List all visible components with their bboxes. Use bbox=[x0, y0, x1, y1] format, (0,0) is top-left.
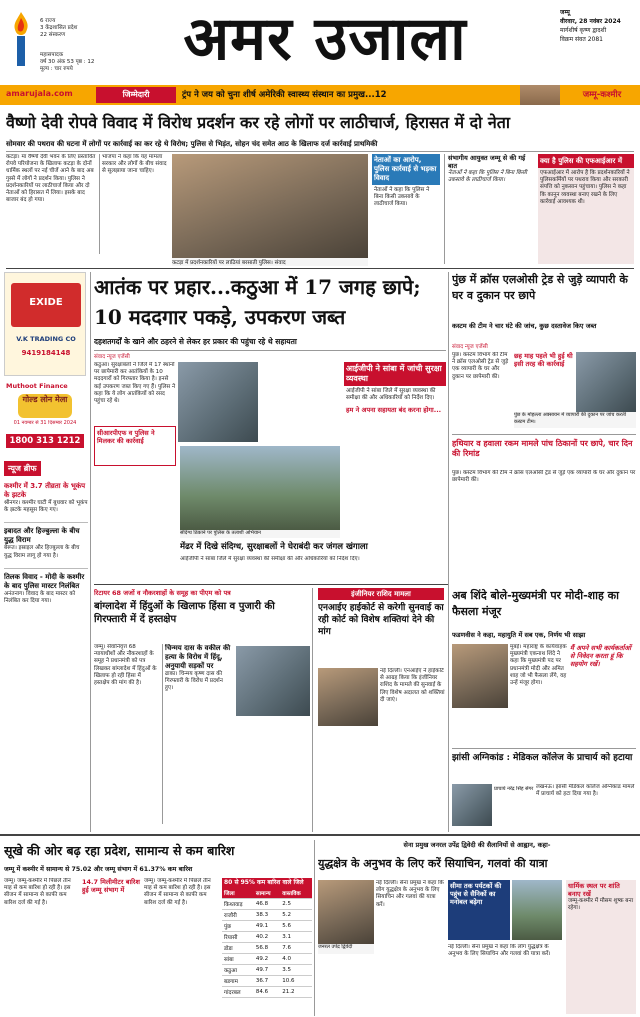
cell: कठुआ bbox=[222, 965, 254, 976]
maharashtra-body: मुंबई। महाराष्ट्र के कार्यवाहक मुख्यमंत्री एकनाथ शिंदे ने कहा कि मुख्यमंत्री पद पर प्रधानमंत्री मोदी और अमित शाह जो भी फैसला लेंगे, वह उन्हें मंजूर होगा। bbox=[510, 644, 567, 687]
maharashtra-quote: मैं अपने सभी कार्यकर्ताओं से निवेदन करता हूं कि सहयोग रखें। bbox=[570, 644, 632, 668]
battery-icon bbox=[11, 283, 81, 327]
table-row bbox=[222, 899, 312, 910]
cell: 4.0 bbox=[280, 954, 312, 965]
bangladesh-body: जम्मू। सेवानिवृत्त 68 न्यायाधीशों और नौकरशाहों के समूह ने प्रधानमंत्री को पत्र लिखकर बांग्लादेश में हिंदुओं के खिलाफ हो रही हिंसा में हस्तक्षेप की मांग की है। bbox=[94, 644, 157, 687]
rashid-photo bbox=[318, 668, 378, 726]
drought-body-2: जम्मू। जम्मू-कश्मीर में पिछले तीन माह से कम बारिश हो रही है। इस सीजन में सामान्य से काफी कम बारिश दर्ज की गई है। bbox=[144, 878, 211, 906]
bangladesh-box-body: ढाका। चिन्मय कृष्ण दास की गिरफ्तारी के विरोध में प्रदर्शन हुए। bbox=[165, 671, 223, 692]
cell: 5.2 bbox=[280, 910, 312, 921]
poonch-subhead: कस्टम की टीम ने चार घंटे की जांच, कुछ दस्तावेज किए जब्त bbox=[452, 322, 597, 330]
table-header: वास्तविक bbox=[280, 888, 312, 899]
cell: 49.1 bbox=[254, 921, 280, 932]
columnist-photo bbox=[520, 85, 560, 105]
table-row bbox=[222, 932, 312, 943]
gold-loan-ad[interactable] bbox=[4, 380, 86, 450]
jhansi-body: लखनऊ। झांसी मेडिकल कॉलेज अग्निकांड मामले में प्राचार्य को हटा दिया गया है। bbox=[536, 784, 635, 798]
cell: 3.5 bbox=[280, 965, 312, 976]
army-body-2: नई दिल्ली। सेना प्रमुख ने कहा कि लोग युद्धक्षेत्र के अनुभव के लिए सियाचिन और गलवां की यात्रा करें। bbox=[448, 944, 551, 958]
right-bottom-box bbox=[566, 880, 636, 1014]
army-caption: जनरल उपेंद्र द्विवेदी bbox=[318, 944, 374, 954]
divider bbox=[90, 272, 91, 832]
lead-subhead: सोमवार की पथराव की घटना में लोगों पर कार्रवाई का कर रहे थे विरोध; पुलिस से भिड़ंत, सोहन चंद समेत आठ के खिलाफ दर्ज कार्रवाई प्राथमिकी bbox=[6, 140, 378, 148]
maharashtra-headline: अब शिंदे बोले-मुख्यमंत्री पर मोदी-शाह का फैसला मंजूर bbox=[452, 589, 619, 618]
table-row bbox=[222, 987, 312, 998]
edition-line: महासंपादक bbox=[40, 52, 64, 58]
hindi-date: मार्गशीर्ष कृष्ण द्वादशी bbox=[560, 27, 607, 34]
masthead-meta-left bbox=[40, 18, 112, 48]
chinmay-das-photo bbox=[236, 646, 310, 716]
gold-dates: 01 नवम्बर से 31 दिसम्बर 2024 bbox=[13, 420, 77, 426]
poonch-headline: पुंछ में क्रॉस एलओसी ट्रेड से जुड़े व्यापारी के घर व दुकान पर छापे bbox=[452, 273, 628, 302]
cell: 49.2 bbox=[254, 954, 280, 965]
engineer-body: नई दिल्ली। एनआईए ने हाईकोर्ट से आग्रह किया कि इंजीनियर राशिद के मामले की सुनवाई के लिए विशेष अदालत को शक्तियां दी जाएं। bbox=[380, 668, 445, 703]
cell: 36.7 bbox=[254, 976, 280, 987]
cell: 2.5 bbox=[280, 899, 312, 910]
cell: किश्तवाड़ bbox=[222, 899, 254, 910]
bangladesh-headline: बांग्लादेश में हिंदुओं के खिलाफ हिंसा व पुजारी की गिरफ्तारी में दें हस्तक्षेप bbox=[94, 601, 275, 625]
engineer-tag: इंजीनियर राशिद मामला bbox=[318, 588, 444, 600]
bangladesh-box-title: चिन्मय दास के वकील की हत्या के विरोध में हिंदू, अनुयायी सड़कों पर bbox=[165, 644, 231, 670]
table-header: सामान्य bbox=[254, 888, 280, 899]
table-row bbox=[222, 921, 312, 932]
gold-scheme: गोल्ड लोन मेला bbox=[18, 394, 72, 418]
arms-headline: हथियार व हवाला रकम मामले पांच ठिकानों पर छापे, चार दिन की रिमांड bbox=[452, 438, 633, 458]
table-title: 80 से 95% कम बारिश वाले जिले bbox=[222, 878, 312, 888]
brief-body: अनंतनाग। विवाद के बाद मास्टर को निलंबित कर दिया गया। bbox=[4, 590, 76, 605]
torch-logo-icon bbox=[8, 10, 34, 68]
cell: 46.8 bbox=[254, 899, 280, 910]
lead-column-title: संभागीय आयुक्त जम्मू से की गई बात bbox=[448, 154, 526, 170]
igp-box bbox=[344, 362, 446, 472]
lead-box-body: नेताओं ने कहा कि पुलिस ने बिना किसी उकसावे के लाठीचार्ज किया। bbox=[374, 187, 430, 208]
divider bbox=[0, 834, 640, 836]
cell: सांबा bbox=[222, 954, 254, 965]
cell: 21.2 bbox=[280, 987, 312, 998]
right-bottom-body: जम्मू-कश्मीर में मौसम शुष्क बना रहेगा। bbox=[568, 898, 634, 912]
drought-quote: 14.7 मिलीमीटर बारिश हुई जम्मू संभाग में bbox=[82, 878, 140, 894]
cell: 40.2 bbox=[254, 932, 280, 943]
poonch-photo-caption: पुंछ के मोहल्ला अक्सायन में व्यापारी की दुकान पर जांच करती कस्टम टीम। bbox=[514, 412, 636, 428]
right-bottom-title: धार्मिक स्थल पर शांति बनाए रखें bbox=[568, 882, 620, 898]
website[interactable]: amarujala.com bbox=[6, 89, 73, 98]
jhansi-headline: झांसी अग्निकांड : मेडिकल कॉलेज के प्राचार्य को हटाया bbox=[452, 753, 633, 763]
table-header: जिला bbox=[222, 888, 254, 899]
table-row bbox=[222, 943, 312, 954]
edition-line: वर्ष 30 अंक 53 पृष्ठ : 12 bbox=[40, 59, 95, 65]
army-body: नई दिल्ली। सेना प्रमुख ने कहा कि लोग युद्धक्षेत्र के अनुभव के लिए सियाचिन और गलवां की यात्रा करें। bbox=[376, 880, 444, 908]
edition-line: मूल्य : चार रुपये bbox=[40, 66, 73, 72]
cell: पुंछ bbox=[222, 921, 254, 932]
brief-body: बेरूत। इस्राइल और हिज्बुल्ला के बीच युद्ध विराम लागू हो गया है। bbox=[4, 545, 80, 559]
terror-headline: आतंक पर प्रहार...कठुआ में 17 जगह छापे; 10 मददगार पकड़े, उपकरण जब्त bbox=[94, 275, 421, 329]
brief-title: कश्मीर में 3.7 तीव्रता के भूकंप के झटके bbox=[4, 482, 86, 499]
poonch-body: पुंछ। कस्टम विभाग की टीम ने क्रॉस एलओसी ट्रेड से जुड़े एक व्यापारी के घर और दुकान पर छापेमारी की। bbox=[452, 352, 509, 380]
divider bbox=[448, 272, 449, 832]
terror-subhead: दहशतगर्दों के खाने और ठहरने से लेकर हर प्रकार की पहुंचा रहे थे सहायता bbox=[94, 337, 297, 346]
table-row bbox=[222, 910, 312, 921]
samvat: विक्रम संवत 2081 bbox=[560, 36, 603, 43]
ticker-headline[interactable]: ट्रंप ने जय को चुना शीर्ष अमेरिकी स्वास्थ्य संस्थान का प्रमुख...12 bbox=[182, 90, 387, 100]
igp-title: आईजीपी ने सांबा में जांची सुरक्षा व्यवस्था bbox=[344, 362, 446, 386]
brief-title: इबादत और हिज्बुल्ला के बीच युद्ध विराम bbox=[4, 522, 88, 545]
date: वीरवार, 28 नवंबर 2024 bbox=[560, 18, 621, 25]
logo-text: अमर उजाला bbox=[183, 4, 467, 74]
lead-headline: वैष्णो देवी रोपवे विवाद में विरोध प्रदर्शन कर रहे लोगों पर लाठीचार्ज, हिरासत में दो नेता bbox=[6, 113, 511, 132]
battery-dealer: V.K TRADING CO bbox=[16, 335, 76, 343]
cell: राजौरी bbox=[222, 910, 254, 921]
drought-headline: सूखे की ओर बढ़ रहा प्रदेश, सामान्य से कम बारिश bbox=[4, 843, 235, 858]
gold-brand: Muthoot Finance bbox=[6, 382, 68, 390]
engineer-headline: एनआईए हाईकोर्ट से करेगी सुनवाई का रही कोर्ट को विशेष शक्तियां देने की मांग bbox=[318, 603, 444, 637]
lead-side-note: भाजपा ने कहा कि यह मामला सरकार और लोगों के बीच संवाद से सुलझाया जाना चाहिए। bbox=[102, 154, 167, 175]
cell: 84.6 bbox=[254, 987, 280, 998]
divider bbox=[94, 584, 448, 585]
shinde-photo bbox=[452, 644, 508, 708]
cell: 7.6 bbox=[280, 943, 312, 954]
siachen-photo bbox=[512, 880, 562, 940]
terror-byline: संवाद न्यूज एजेंसी bbox=[94, 354, 130, 360]
news-brief-tag: न्यूज ब्रीफ bbox=[4, 461, 41, 476]
table-row bbox=[222, 965, 312, 976]
principal-photo bbox=[452, 784, 492, 826]
igp-quote: हम ने अपना सहायता बंद करना होगा... bbox=[346, 406, 442, 415]
lead-column-body: नेताओं ने कहा कि पुलिस ने बिना किसी उकसावे के लाठीचार्ज किया। bbox=[448, 170, 527, 184]
terror-photo-caption: संदिग्ध ठिकाने पर पुलिस के तलाशी अभियान bbox=[180, 530, 340, 538]
bangladesh-box bbox=[162, 644, 232, 824]
edition-info bbox=[40, 52, 130, 76]
lead-photo bbox=[172, 154, 368, 258]
news-brief bbox=[4, 456, 88, 826]
rainfall-table-grid bbox=[222, 888, 312, 998]
masthead bbox=[0, 0, 640, 80]
region-tag: जम्मू-कश्मीर bbox=[582, 90, 622, 100]
cell: 38.3 bbox=[254, 910, 280, 921]
masthead-date-block bbox=[560, 8, 640, 78]
responsibility-tag: जिम्मेदारी bbox=[96, 87, 176, 103]
brief-body: श्रीनगर। कश्मीर घाटी में बुधवार को भूकंप के झटके महसूस किए गए। bbox=[4, 500, 88, 514]
cell: 3.1 bbox=[280, 932, 312, 943]
lead-body: कटड़ा। मां वैष्णो देवी भवन के लिए प्रस्तावित रोपवे परियोजना के खिलाफ कटड़ा के दोनों धार्मिक स्थलों पर नई चीजें आने के बाद अब गुस्से में लोगों ने प्रदर्शन किया। पुलिस ने प्रदर्शनकारियों पर लाठीचार्ज किया और दो नेताओं को हिरासत में लिया। इसके बाद बाजार बंद हो गया। bbox=[6, 154, 96, 204]
table-row bbox=[222, 976, 312, 987]
divider bbox=[314, 840, 315, 1016]
maharashtra-subhead: फडणवीस ने कहा, महायुति में सब एक, निर्णय भी साझा bbox=[452, 631, 586, 639]
cell: 5.6 bbox=[280, 921, 312, 932]
divider bbox=[452, 434, 636, 435]
fir-box bbox=[538, 154, 634, 264]
ticker-bar bbox=[0, 85, 640, 105]
fir-box-body: एफआईआर में आरोप है कि प्रदर्शनकारियों ने पुलिसकर्मियों पर पथराव किया और सरकारी संपत्ति को नुकसान पहुंचाया। पुलिस ने कहा कि कानून व्यवस्था बनाए रखने के लिए कार्रवाई आवश्यक थी। bbox=[540, 170, 630, 205]
lead-photo-caption: कटड़ा में प्रदर्शनकारियों पर लाठियां बरसाती पुलिस। संवाद bbox=[172, 258, 368, 266]
divider bbox=[6, 151, 634, 152]
drought-subhead: जम्मू में कश्मीर में सामान्य से 75.02 और जम्मू संभाग में 61.37% कम बारिश bbox=[4, 866, 193, 873]
battery-brand: EXIDE bbox=[29, 297, 63, 308]
divider bbox=[6, 268, 634, 269]
poonch-byline: संवाद न्यूज एजेंसी bbox=[452, 344, 488, 350]
divider bbox=[312, 588, 313, 832]
meta-line: 6 राज्य bbox=[40, 18, 56, 24]
cell: 10.6 bbox=[280, 976, 312, 987]
igp-body: आईजीपी ने सांबा जिले में सुरक्षा व्यवस्था की समीक्षा की और अधिकारियों को निर्देश दिए। bbox=[346, 388, 436, 402]
divider bbox=[94, 350, 446, 351]
battery-phone: 9419184148 bbox=[21, 349, 71, 357]
fir-box-title: क्या है पुलिस की एफआईआर में bbox=[538, 154, 634, 168]
cell: डोडा bbox=[222, 943, 254, 954]
gold-phone: 1800 313 1212 bbox=[6, 434, 84, 448]
divider bbox=[99, 154, 100, 254]
cell: गांदरबल bbox=[222, 987, 254, 998]
lead-box-title: नेताओं का आरोप, पुलिस कार्रवाई से भड़का विवाद bbox=[372, 154, 440, 185]
divider bbox=[452, 748, 636, 749]
poonch-quote: छह माह पहले भी हुई थी इसी तरह की कार्रवाई bbox=[514, 352, 573, 368]
lead-column bbox=[444, 154, 534, 264]
army-chief-photo bbox=[318, 880, 374, 944]
arms-body: पुंछ। कस्टम विभाग की टीम ने क्रॉस एलओसी ट्रेड से जुड़े एक व्यापारी के घर और दुकान पर छापेमारी की। bbox=[452, 470, 636, 484]
city: जम्मू bbox=[560, 9, 570, 16]
lead-body-2 bbox=[102, 216, 170, 266]
drought-body: जम्मू। जम्मू-कश्मीर में पिछले तीन माह से कम बारिश हो रही है। इस सीजन में सामान्य से काफी कम बारिश दर्ज की गई है। bbox=[4, 878, 71, 906]
terror-box: सीआरपीएफ व पुलिस ने मिलकर की कार्रवाई bbox=[94, 426, 176, 466]
meta-line: 22 संस्करण bbox=[40, 32, 66, 38]
cell: 56.8 bbox=[254, 943, 280, 954]
table-header-row bbox=[222, 888, 312, 899]
table-row bbox=[222, 954, 312, 965]
battery-ad[interactable] bbox=[4, 272, 86, 376]
jhansi-caption: प्राचार्य नरेंद्र सिंह सेंगर bbox=[494, 786, 534, 792]
suspect-photo bbox=[178, 362, 258, 442]
lead-box bbox=[372, 154, 440, 264]
mendhar-headline: मेंढर में दिखे संदिग्ध, सुरक्षाबलों ने घेराबंदी कर जंगल खंगाला bbox=[180, 542, 368, 552]
army-headline: युद्धक्षेत्र के अनुभव के लिए करें सियाचिन, गलवां की यात्रा bbox=[318, 857, 548, 870]
cell: रियासी bbox=[222, 932, 254, 943]
poonch-photo bbox=[576, 352, 636, 412]
bangladesh-kicker: रिटायर 68 जजों व नौकरशाहों के समूह का पीएम को पत्र bbox=[94, 589, 231, 597]
brief-title: तिलक विवाद - मोदी के कश्मीर के बाद पुलिस मास्टर निलंबित bbox=[4, 568, 88, 591]
cell: बडगाम bbox=[222, 976, 254, 987]
mendhar-body: आईजीपी ने सांबा जिले में सुरक्षा व्यवस्था की समीक्षा की और अधिकारियों को निर्देश दिए। bbox=[180, 556, 360, 562]
army-box: सीमा तक पर्यटकों की पहुंच से सैनिकों का मनोबल बढ़ेगा bbox=[448, 880, 510, 940]
rainfall-table bbox=[222, 878, 312, 1014]
search-photo bbox=[180, 446, 340, 530]
cell: 49.7 bbox=[254, 965, 280, 976]
army-kicker: सेना प्रमुख जनरल उपेंद्र द्विवेदी की सैलानियों से आह्वान, कहा- bbox=[403, 841, 551, 849]
meta-line: 3 केंद्रशासित प्रदेश bbox=[40, 25, 78, 31]
terror-body: कठुआ। सुरक्षाबलों ने जिले में 17 स्थानों पर छापेमारी कर आतंकियों के 10 मददगारों को गिरफ्तार किया है। इनसे कई उपकरण जब्त किए गए हैं। पुलिस ने कहा कि ये लोग आतंकियों को रसद पहुंचा रहे थे। bbox=[94, 362, 176, 405]
